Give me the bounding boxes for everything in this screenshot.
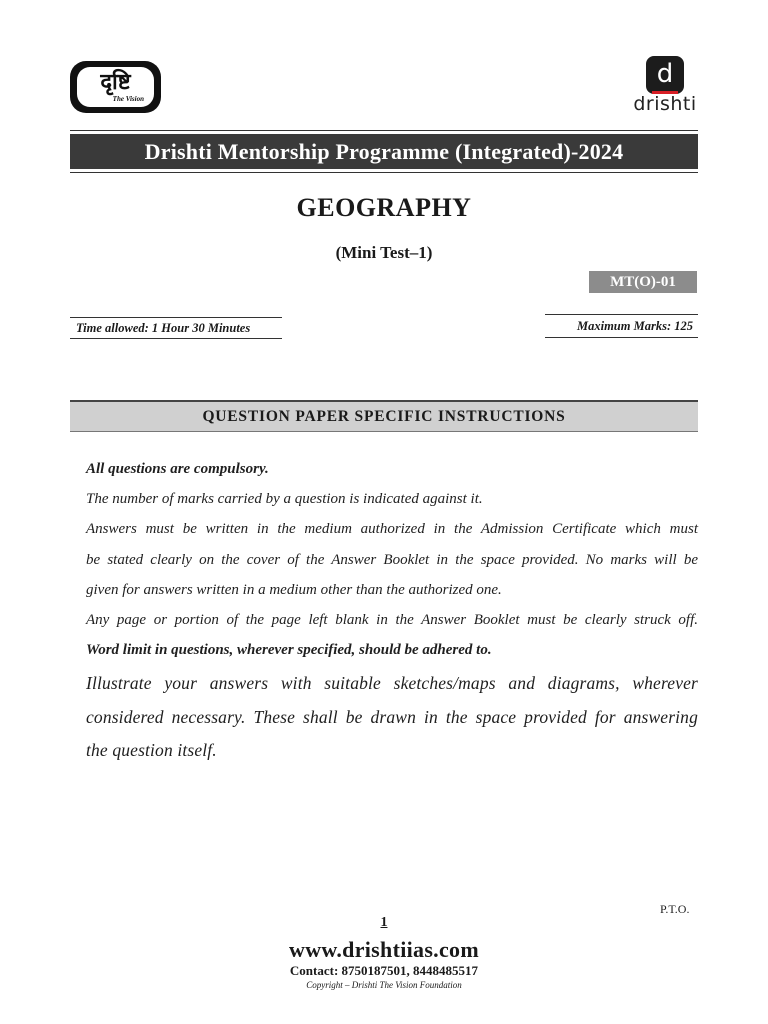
instruction-line: The number of marks carried by a question is indicated against it. <box>86 491 483 507</box>
drishti-app-logo-icon <box>646 56 684 94</box>
logo-tagline: The Vision <box>112 95 144 103</box>
title-bottom-rule <box>70 172 698 173</box>
logo-d-glyph: d <box>656 59 674 89</box>
copyright-notice: Copyright – Drishti The Vision Foundation <box>306 980 462 990</box>
test-code-badge: MT(O)-01 <box>589 271 697 293</box>
maximum-marks: Maximum Marks: 125 <box>545 314 698 338</box>
test-name: (Mini Test–1) <box>335 243 433 262</box>
page-number: 1 <box>380 915 388 930</box>
time-allowed: Time allowed: 1 Hour 30 Minutes <box>70 317 282 339</box>
contact-info: Contact: 8750187501, 8448485517 <box>289 963 479 978</box>
drishti-hindi-logo <box>70 61 161 113</box>
subject-heading: GEOGRAPHY <box>296 193 472 222</box>
logo-hindi-text: दृष्टि <box>100 70 131 95</box>
instruction-line: given for answers written in a medium other than the authorized one. <box>86 582 502 598</box>
pto-note: P.T.O. <box>660 902 690 916</box>
instruction-line: Illustrate your answers with suitable sketches/maps and diagrams, wherever <box>86 673 698 693</box>
website-link[interactable]: www.drishtiias.com <box>289 937 479 962</box>
instruction-line: All questions are compulsory. <box>86 461 269 477</box>
instruction-line: Answers must be written in the medium authorized in the Admission Certificate which must <box>86 521 698 537</box>
instruction-line: Word limit in questions, wherever specified, should be adhered to. <box>86 642 492 658</box>
programme-title: Drishti Mentorship Programme (Integrated)-2024 <box>70 134 698 169</box>
instructions-heading: QUESTION PAPER SPECIFIC INSTRUCTIONS <box>70 400 698 432</box>
instruction-line: Any page or portion of the page left blank in the Answer Booklet must be clearly struck off. <box>86 612 698 628</box>
logo-wordmark: drishti <box>633 93 697 115</box>
instruction-line: be stated clearly on the cover of the Answer Booklet in the space provided. No marks will be <box>86 552 698 568</box>
title-top-rule <box>70 130 698 131</box>
instruction-line: considered necessary. These shall be drawn in the space provided for answering <box>86 707 698 727</box>
instruction-line: the question itself. <box>86 740 217 760</box>
